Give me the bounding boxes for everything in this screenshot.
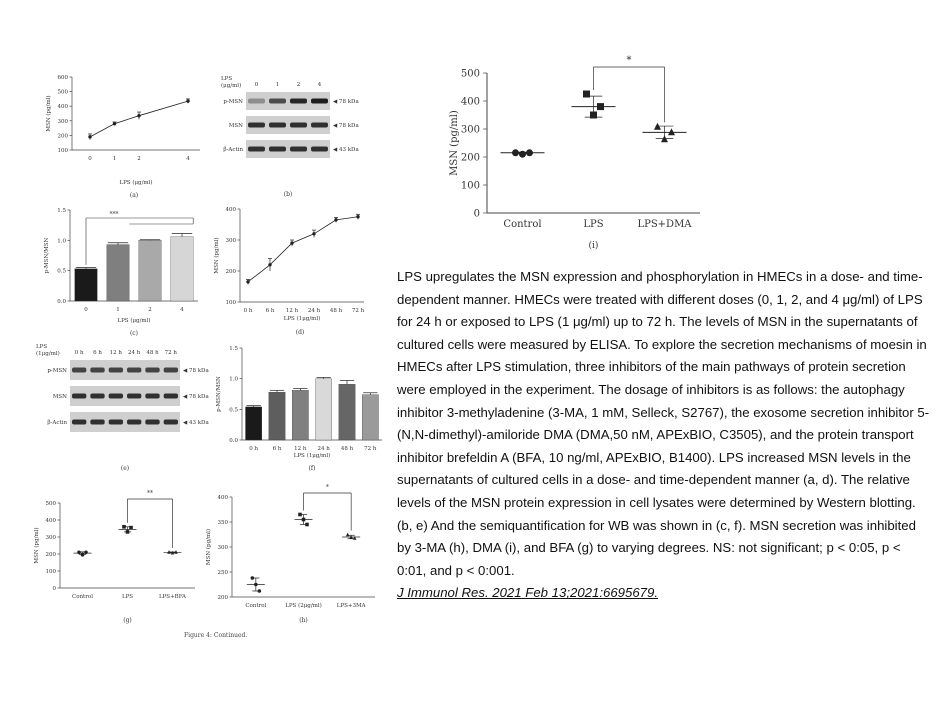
blot-size-label: ◀ 43 kDa xyxy=(333,147,359,153)
y-tick-label: 0.5 xyxy=(229,407,238,414)
blot-row-label: p-MSN xyxy=(223,99,243,105)
blot-band xyxy=(109,420,123,425)
y-tick-label: 400 xyxy=(57,104,68,111)
significance-marker: * xyxy=(626,55,632,66)
x-tick-label: 0 h xyxy=(243,308,253,314)
data-point xyxy=(590,112,597,119)
panel-label: (f) xyxy=(308,465,316,472)
panel-label: (h) xyxy=(299,617,308,624)
data-point xyxy=(126,530,130,534)
series-line xyxy=(248,217,358,282)
data-point xyxy=(81,553,85,557)
blot-band xyxy=(145,394,159,399)
y-tick-label: 200 xyxy=(460,152,480,164)
x-tick-label: 2 xyxy=(137,156,141,162)
blot-band xyxy=(248,99,265,104)
y-tick-label: 300 xyxy=(45,535,56,541)
blot-strip xyxy=(70,412,180,432)
blot-row-label: β-Actin xyxy=(47,420,67,426)
y-axis-label: MSN (pg/ml) xyxy=(34,527,40,564)
x-tick-label: LPS xyxy=(583,219,604,230)
y-tick-label: 100 xyxy=(225,300,236,306)
y-tick-label: 600 xyxy=(57,75,68,81)
caption-text: LPS upregulates the MSN expression and phosphorylation in HMECs in a dose- and time-dependent manner. HMECs were treated with different doses (0, 1, 2, and 4 μg/ml) of LPS for 24 h or exposed to LPS (1 μg/ml) up to 72 h. The levels of MSN in the supernatants of cultured cells were measured by ELISA. To explore the secretion mechanisms of moesin in HMECs after LPS stimulation, three inhibitors of the main pathways of protein secretion were employed in the experiment. The dosage of inhibitors is as follows: the autophagy inhibitor 3-methyladenine (3-MA, 1 mM, Selleck, S2767), the exosome secretion inhibitor 5-(N,N-dimethyl)-amiloride DMA (DMA,50 nM, APExBIO, C3505), and the protein transport inhibitor brefeldin A (BFA, 10 ng/ml, APExBIO, B1400). LPS increased MSN levels in the supernatants of cultured cells in a dose- and time-dependent manner (a, d). The relative levels of the MSN protein expression in cell lysates were determined by Western blotting. (b, e) And the semiquantification for WB was shown in (c, f). MSN secretion was inhibited by 3-MA (h), DMA (i), and BFA (g) to varying degrees. NS: not significant; p < 0:05, p < 0:01, and p < 0:001. xyxy=(397,269,930,578)
x-tick-label: 72 h xyxy=(364,446,377,452)
x-tick-label: Control xyxy=(245,603,267,609)
blot-band xyxy=(164,420,178,425)
blot-size-label: ◀ 78 kDa xyxy=(183,394,209,400)
x-tick-label: LPS xyxy=(121,594,134,600)
blot-band xyxy=(311,123,328,128)
bar xyxy=(75,269,97,301)
blot-band xyxy=(164,368,178,373)
data-point xyxy=(298,513,302,517)
blot-strip xyxy=(70,360,180,380)
x-tick-label: 0 xyxy=(84,307,88,313)
y-tick-label: 250 xyxy=(217,570,228,576)
panel-label: (g) xyxy=(123,617,132,624)
y-tick-label: 400 xyxy=(45,518,56,524)
x-tick-label: 4 xyxy=(180,307,184,313)
y-tick-label: 200 xyxy=(225,269,236,275)
blot-band xyxy=(290,147,307,152)
chart-i xyxy=(449,55,700,251)
y-tick-label: 1.0 xyxy=(57,238,66,245)
bar xyxy=(246,407,262,440)
data-point xyxy=(302,518,306,522)
blot-band xyxy=(269,123,286,128)
y-axis-label: MSN (pg/ml) xyxy=(449,110,460,176)
x-tick-label: LPS+BFA xyxy=(158,594,187,600)
y-tick-label: 200 xyxy=(45,552,56,558)
x-tick-label: 48 h xyxy=(340,446,354,452)
significance-marker: * xyxy=(325,484,329,491)
y-tick-label: 1.5 xyxy=(57,208,66,214)
y-tick-label: 0.0 xyxy=(57,299,66,305)
lane-label: 12 h xyxy=(109,350,122,356)
y-tick-label: 400 xyxy=(217,495,228,501)
data-point xyxy=(583,91,590,98)
bar xyxy=(107,245,129,301)
y-tick-label: 500 xyxy=(57,89,68,96)
y-tick-label: 300 xyxy=(225,238,236,244)
x-tick-label: 24 h xyxy=(317,446,330,452)
panel-label: (i) xyxy=(588,241,599,251)
lane-label: 4 xyxy=(317,82,322,88)
data-point xyxy=(305,523,309,527)
lane-label: 0 xyxy=(254,82,259,88)
data-point xyxy=(597,103,604,110)
blot-band xyxy=(72,368,86,373)
data-point xyxy=(258,589,262,593)
x-axis-label: LPS (μg/ml) xyxy=(117,318,151,324)
x-tick-label: 4 xyxy=(186,156,190,162)
data-point xyxy=(519,151,526,158)
y-axis-label: p-MSN/MSN xyxy=(44,237,50,274)
blot-band xyxy=(311,99,328,104)
y-tick-label: 200 xyxy=(57,133,68,140)
y-tick-label: 100 xyxy=(460,180,480,192)
y-axis-label: MSN (pg/ml) xyxy=(214,237,220,274)
bar xyxy=(269,392,285,440)
x-tick-label: 6 h xyxy=(272,446,282,452)
western-blot-e xyxy=(36,344,209,472)
x-tick-label: 1 xyxy=(116,307,120,313)
blot-band xyxy=(164,394,178,399)
y-tick-label: 100 xyxy=(45,569,56,575)
x-tick-label: 48 h xyxy=(329,308,343,314)
significance-marker: ** xyxy=(147,490,153,497)
lane-label: 48 h xyxy=(146,350,159,356)
blot-header: LPS xyxy=(36,344,48,350)
blot-band xyxy=(145,420,159,425)
blot-band xyxy=(109,394,123,399)
bar xyxy=(171,237,193,301)
y-tick-label: 400 xyxy=(460,96,480,108)
data-point xyxy=(84,551,88,555)
blot-band xyxy=(269,147,286,152)
y-tick-label: 1.5 xyxy=(229,346,238,352)
y-tick-label: 200 xyxy=(217,595,228,601)
x-tick-label: Control xyxy=(72,594,93,600)
lane-label: 72 h xyxy=(164,350,177,356)
blot-band xyxy=(127,368,141,373)
data-point xyxy=(122,525,126,529)
x-tick-label: LPS+3MA xyxy=(336,603,366,609)
data-point xyxy=(254,583,258,587)
y-tick-label: 300 xyxy=(460,124,480,136)
blot-row-label: p-MSN xyxy=(47,368,67,374)
significance-marker: *** xyxy=(109,211,119,218)
x-tick-label: LPS (2μg/ml) xyxy=(285,603,322,609)
x-tick-label: 12 h xyxy=(294,446,307,452)
blot-band xyxy=(290,99,307,104)
blot-row-label: MSN xyxy=(228,123,243,129)
blot-size-label: ◀ 78 kDa xyxy=(333,123,359,129)
x-tick-label: 72 h xyxy=(351,308,365,314)
blot-row-label: β-Actin xyxy=(223,147,243,153)
blot-band xyxy=(248,123,265,128)
data-point xyxy=(129,526,133,530)
blot-header-unit: (1μg/ml) xyxy=(36,351,60,357)
y-tick-label: 300 xyxy=(217,545,228,551)
chart-h xyxy=(205,484,375,624)
blot-band xyxy=(90,368,104,373)
x-tick-label: 0 h xyxy=(249,446,259,452)
chart-c xyxy=(44,208,198,337)
y-axis-label: MSN (pg/ml) xyxy=(46,95,52,132)
lane-label: 6 h xyxy=(93,350,102,356)
bar xyxy=(292,390,308,440)
lane-label: 1 xyxy=(275,82,280,88)
data-point xyxy=(346,533,350,537)
blot-band xyxy=(72,394,86,399)
lane-label: 24 h xyxy=(128,350,141,356)
x-tick-label: Control xyxy=(503,219,542,230)
blot-header: LPS xyxy=(221,76,233,82)
x-tick-label: 12 h xyxy=(285,308,299,314)
y-tick-label: 300 xyxy=(57,118,68,125)
x-tick-label: 2 xyxy=(148,307,152,313)
y-tick-label: 0 xyxy=(52,586,56,592)
x-tick-label: 0 xyxy=(88,156,92,162)
x-tick-label: 24 h xyxy=(307,308,321,314)
y-tick-label: 500 xyxy=(45,501,56,507)
lane-label: 0 h xyxy=(74,350,84,356)
blot-band xyxy=(311,147,328,152)
panel-label: (e) xyxy=(120,465,130,472)
bar xyxy=(139,240,161,301)
y-axis-label: p-MSN/MSN xyxy=(216,376,222,412)
chart-d xyxy=(213,207,365,336)
panel-label: (a) xyxy=(129,192,139,199)
data-point xyxy=(668,128,675,135)
x-tick-label: 1 xyxy=(112,156,117,162)
bar xyxy=(339,384,355,440)
blot-band xyxy=(109,368,123,373)
blot-band xyxy=(290,123,307,128)
x-tick-label: 6 h xyxy=(265,308,275,314)
y-tick-label: 1.0 xyxy=(229,376,238,383)
blot-band xyxy=(127,420,141,425)
blot-band xyxy=(90,394,104,399)
blot-band xyxy=(145,368,159,373)
chart-g xyxy=(33,490,195,624)
y-tick-label: 500 xyxy=(460,68,480,80)
figure-caption xyxy=(397,266,932,605)
data-point xyxy=(251,576,255,580)
blot-strip xyxy=(70,386,180,406)
blot-band xyxy=(269,99,286,104)
data-point xyxy=(77,551,81,555)
panel-label: (d) xyxy=(295,329,305,336)
blot-size-label: ◀ 78 kDa xyxy=(183,368,209,374)
blot-band xyxy=(72,420,86,425)
x-tick-label: LPS+DMA xyxy=(637,219,692,230)
y-tick-label: 100 xyxy=(57,148,68,154)
x-axis-label: LPS (1μg/ml) xyxy=(283,316,321,322)
bar xyxy=(362,395,378,440)
blot-size-label: ◀ 78 kDa xyxy=(333,99,359,105)
chart-a xyxy=(45,75,200,199)
x-axis-label: LPS (μg/ml) xyxy=(119,180,153,186)
y-tick-label: 350 xyxy=(217,520,228,526)
y-tick-label: 400 xyxy=(225,207,236,213)
panel-label: (c) xyxy=(129,330,139,337)
bar xyxy=(316,379,332,440)
y-tick-label: 0.5 xyxy=(57,268,66,275)
citation-link[interactable]: J Immunol Res. 2021 Feb 13;2021:6695679. xyxy=(397,585,658,601)
panel-label: (b) xyxy=(283,191,293,198)
y-tick-label: 0 xyxy=(473,208,480,220)
blot-band xyxy=(90,420,104,425)
blot-band xyxy=(248,147,265,152)
data-point xyxy=(512,149,519,156)
lane-label: 2 xyxy=(296,82,301,88)
data-point xyxy=(526,149,533,156)
figure-footer: Figure 4: Continued. xyxy=(184,632,248,639)
y-axis-label: MSN (pg/ml) xyxy=(206,528,212,566)
blot-row-label: MSN xyxy=(52,394,67,400)
blot-size-label: ◀ 43 kDa xyxy=(183,420,209,426)
blot-band xyxy=(127,394,141,399)
x-axis-label: LPS (1μg/ml) xyxy=(293,453,331,459)
chart-f xyxy=(216,346,382,472)
western-blot-b xyxy=(221,76,359,198)
blot-header-unit: (μg/ml) xyxy=(221,83,242,89)
y-tick-label: 0.0 xyxy=(229,438,238,444)
